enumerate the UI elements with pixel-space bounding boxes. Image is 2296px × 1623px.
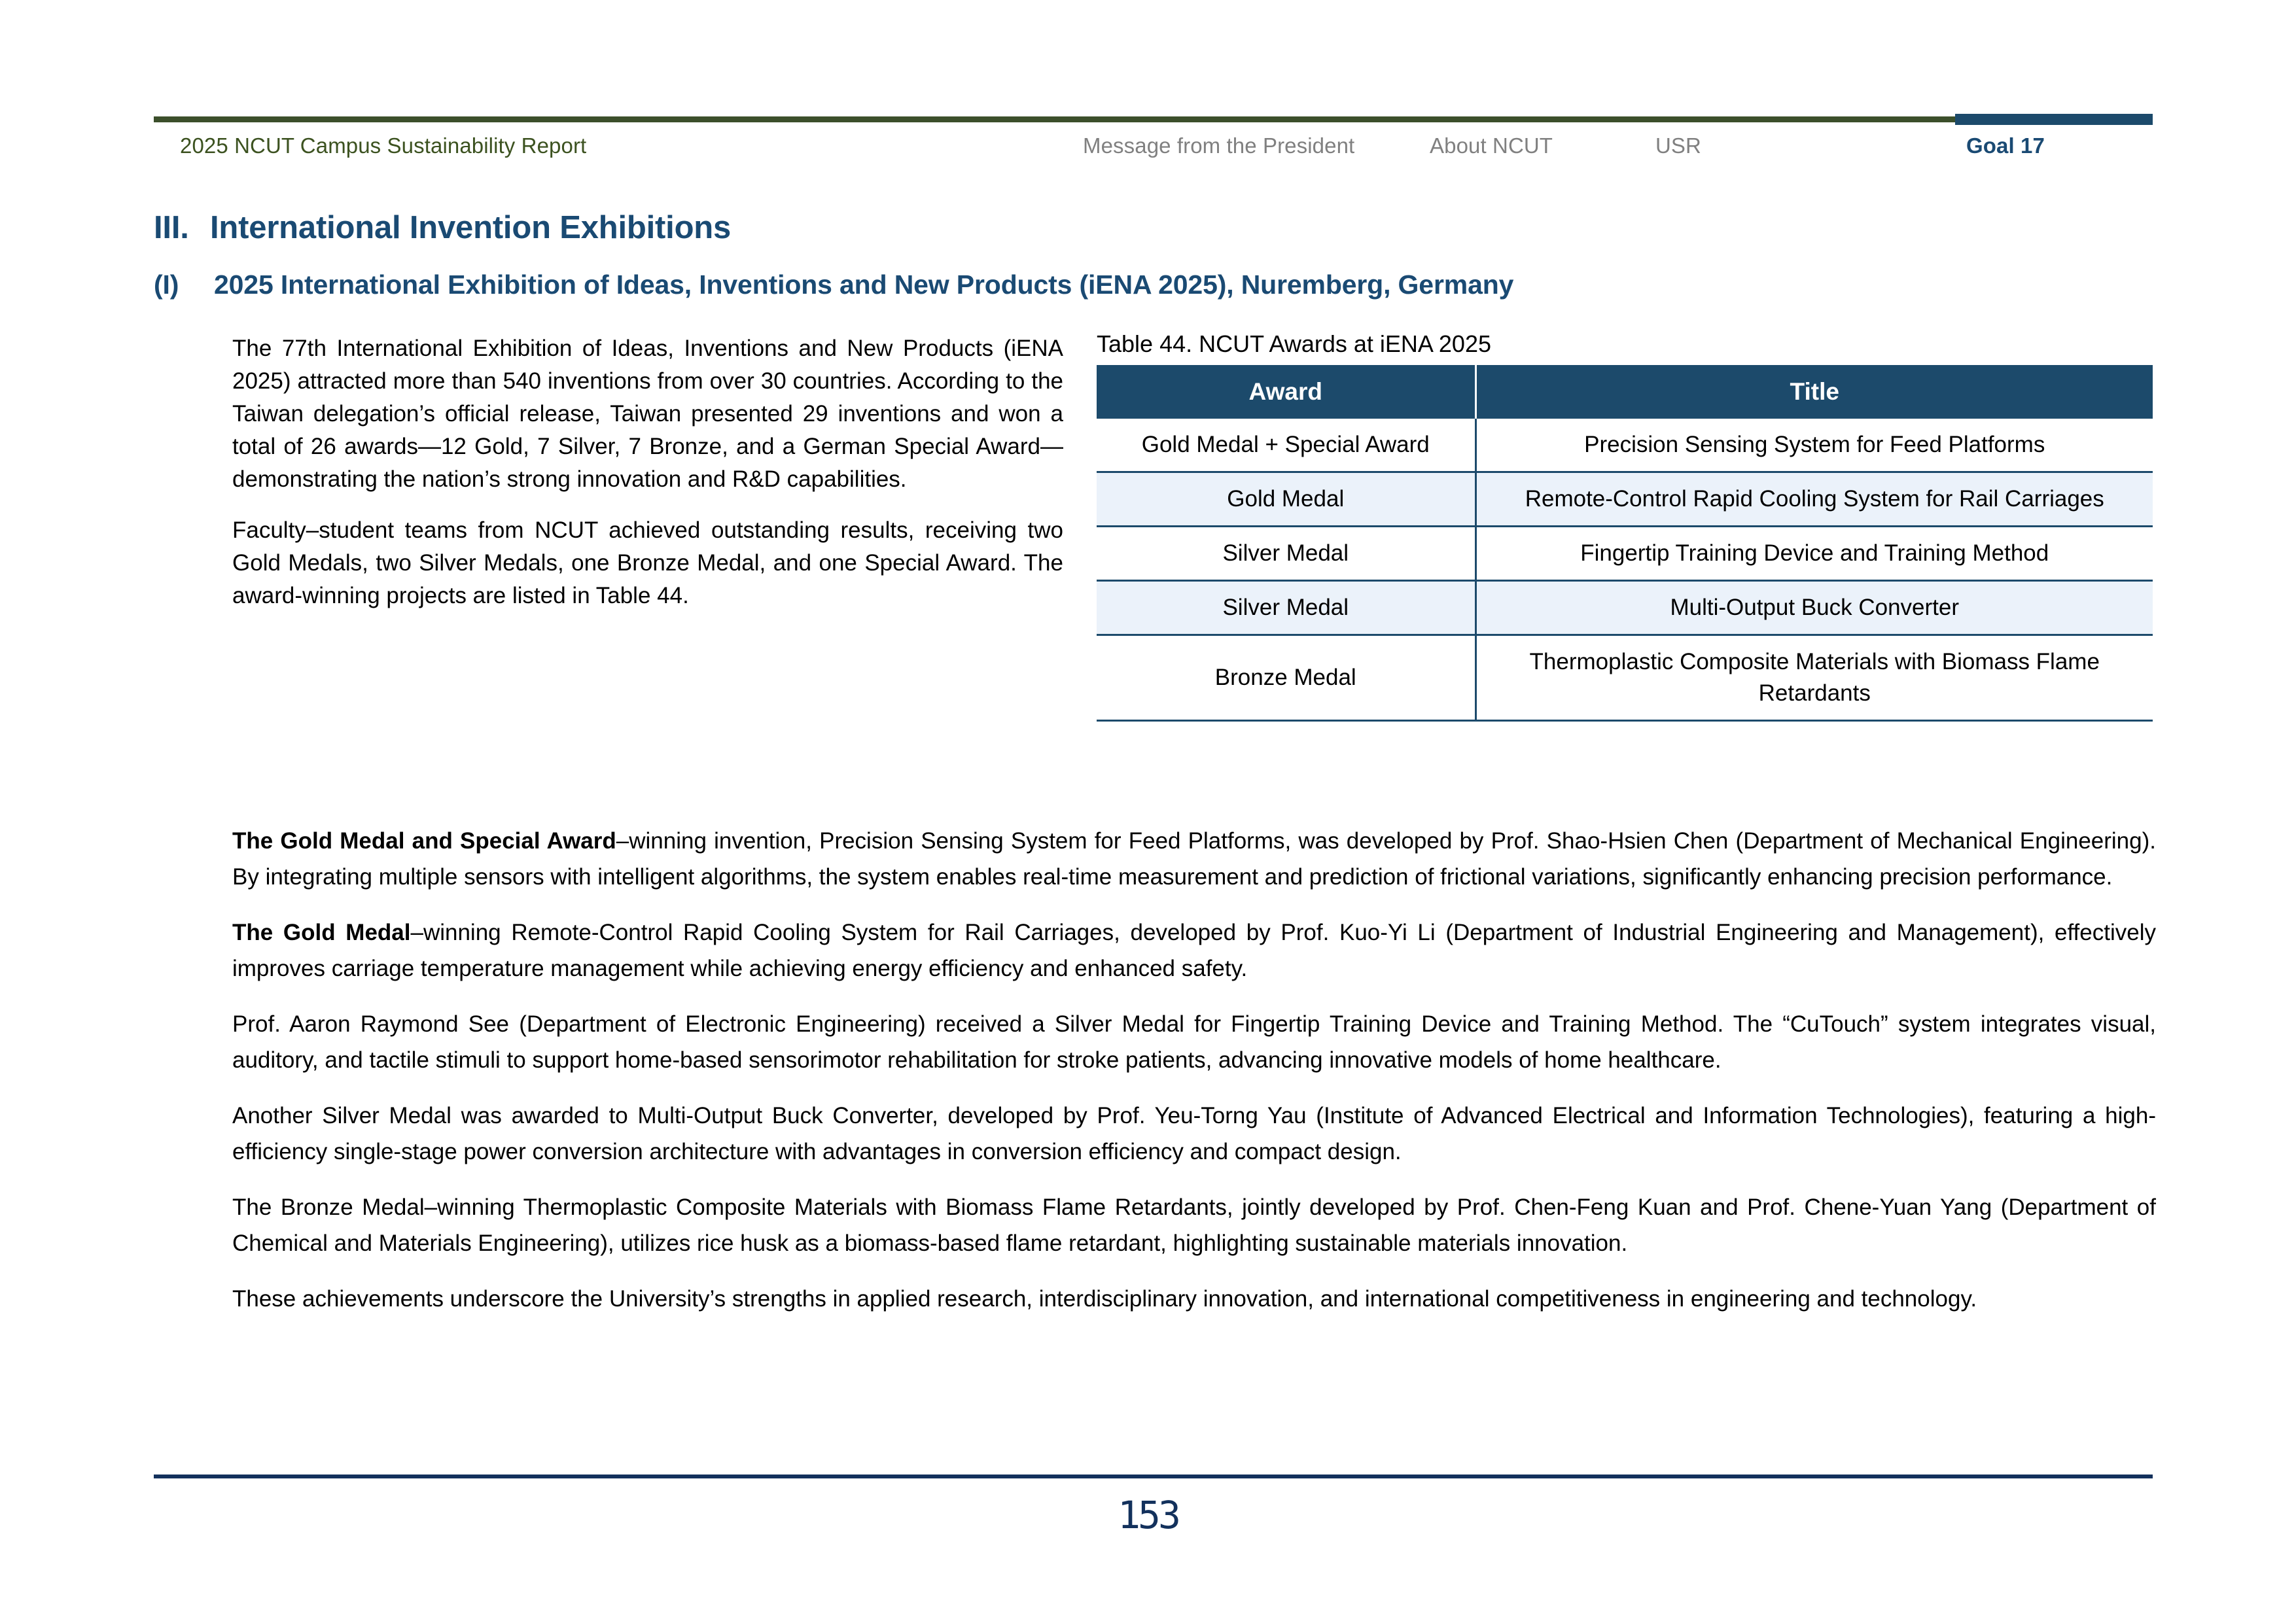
page-header [154,116,2153,188]
column-header-title: Title [1475,365,2153,419]
nav-item-message-from-the-president[interactable]: Message from the President [1083,133,1355,158]
body-paragraph-bronze: The Bronze Medal–winning Thermoplastic Composite Materials with Biomass Flame Retardants, jointly developed by Prof. Chen-Feng Kuan and Prof. Chene-Yuan Yang (Department of Chemical and Materials Engineering), utilizes rice husk as a biomass-based flame retardant, highlighting sustainable materials innovation. [232,1195,2156,1256]
cell-award: Silver Medal [1097,581,1475,635]
body-paragraph-gold [232,915,2156,986]
column-header-award: Award [1097,365,1475,419]
nav-item-report-title[interactable]: 2025 NCUT Campus Sustainability Report [180,133,587,158]
section-heading [154,209,2156,246]
subsection-numeral: (I) [154,270,179,300]
nav-item-goal-17-active[interactable]: Goal 17 [1966,133,2045,158]
cell-award: Gold Medal + Special Award [1097,419,1475,472]
cell-title: Multi-Output Buck Converter [1475,581,2153,635]
cell-title: Remote-Control Rapid Cooling System for Rail Carriages [1475,472,2153,527]
table-row [1097,527,2153,581]
body-paragraph-silver-fingertip: Prof. Aaron Raymond See (Department of Electronic Engineering) received a Silver Medal for Fingertip Training Device and Training Method. The “CuTouch” system integrates visual, auditory, and tactile stimuli to support home-based sensorimotor rehabilitation for stroke patients, advancing innovative models of home healthcare. [232,1011,2156,1073]
body-paragraph-1-lead: The Gold Medal and Special Award [232,828,616,854]
table-row [1097,472,2153,527]
table-row [1097,419,2153,472]
table-row [1097,635,2153,721]
nav-item-usr[interactable]: USR [1655,133,1701,158]
cell-award: Silver Medal [1097,527,1475,581]
body-paragraph-1-rest: –winning invention, Precision Sensing System for Feed Platforms, was developed by Prof. Shao-Hsien Chen (Department of Mechanical Engineering). By integrating multiple sensors with intelligent algorithms, the system enables real-time measurement and prediction of frictional variations, significantly enhancing precision performance. [232,828,2156,890]
footer-rule [154,1475,2153,1478]
header-nav [154,133,2153,173]
table-caption: Table 44. NCUT Awards at iENA 2025 [1097,330,1491,357]
body-paragraph-conclusion: These achievements underscore the University’s strengths in applied research, interdisciplinary innovation, and international competitiveness in engineering and technology. [232,1286,1977,1312]
subsection-title: 2025 International Exhibition of Ideas, Inventions and New Products (iENA 2025), Nuremberg, Germany [214,270,1514,300]
header-rule-blue [1955,114,2153,125]
body-paragraph-silver-buck-converter: Another Silver Medal was awarded to Multi-Output Buck Converter, developed by Prof. Yeu-Torng Yau (Institute of Advanced Electrical and Information Technologies), featuring a high-efficiency single-stage power conversion architecture with advantages in conversion efficiency and compact design. [232,1103,2156,1164]
section-title: International Invention Exhibitions [210,210,732,245]
table-row [1097,581,2153,635]
body-paragraph-2-lead: The Gold Medal [232,920,411,945]
nav-item-about-ncut[interactable]: About NCUT [1430,133,1553,158]
cell-award: Gold Medal [1097,472,1475,527]
body-paragraph-2-rest: –winning Remote-Control Rapid Cooling System for Rail Carriages, developed by Prof. Kuo-Yi Li (Department of Industrial Engineering and Management), effectively improves carriage temperature management while achieving energy efficiency and enhanced safety. [232,920,2156,981]
cell-title: Fingertip Training Device and Training Method [1475,527,2153,581]
intro-text-column [232,332,1063,612]
intro-paragraph-2: Faculty–student teams from NCUT achieved outstanding results, receiving two Gold Medals, two Silver Medals, one Bronze Medal, and one Special Award. The award-winning projects are listed in Table 44. [232,517,1063,608]
header-rule-green [154,116,1955,122]
cell-title: Thermoplastic Composite Materials with Biomass Flame Retardants [1475,635,2153,721]
cell-title: Precision Sensing System for Feed Platforms [1475,419,2153,472]
body-text-block [232,823,2156,1317]
table-header-row [1097,365,2153,419]
section-numeral: III. [154,210,189,245]
awards-table [1097,365,2153,722]
page-number: 153 [1118,1493,1178,1537]
cell-award: Bronze Medal [1097,635,1475,721]
intro-paragraph-1: The 77th International Exhibition of Ideas, Inventions and New Products (iENA 2025) attracted more than 540 inventions from over 30 countries. According to the Taiwan delegation’s official release, Taiwan presented 29 inventions and won a total of 26 awards—12 Gold, 7 Silver, 7 Bronze, and a German Special Award—demonstrating the nation’s strong innovation and R&D capabilities. [232,336,1063,492]
body-paragraph-gold-special [232,823,2156,895]
subsection-heading [154,270,2156,300]
